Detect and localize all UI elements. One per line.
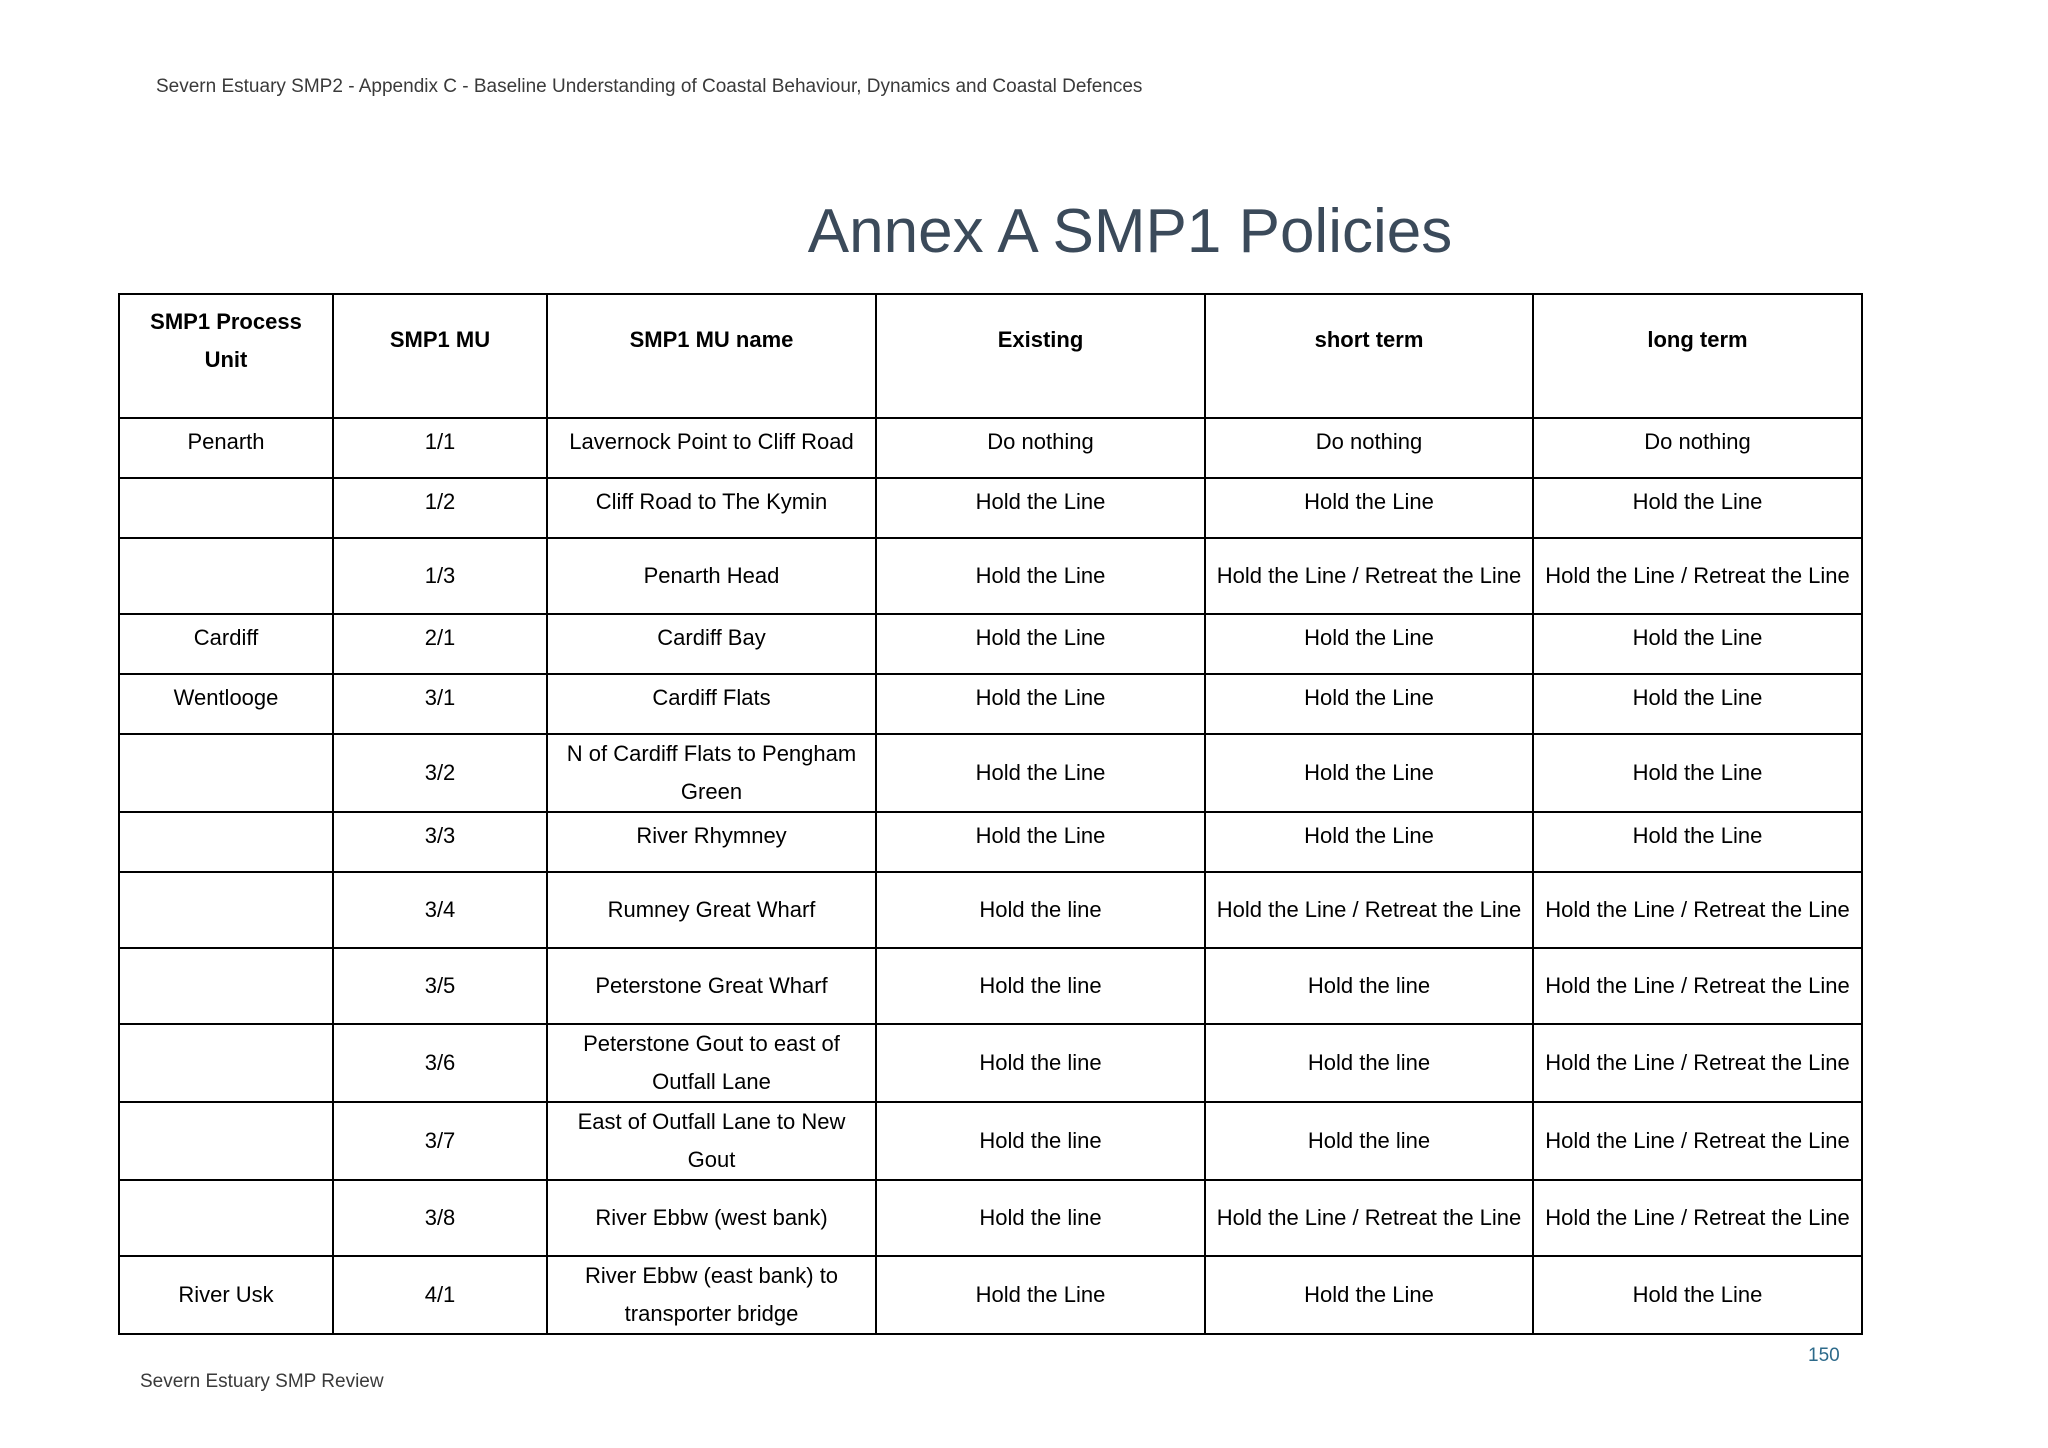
cell-existing: Hold the Line <box>876 734 1205 812</box>
cell-mu: 1/2 <box>333 478 547 538</box>
cell-mu: 3/6 <box>333 1024 547 1102</box>
cell-mu: 2/1 <box>333 614 547 674</box>
cell-long-term: Hold the Line / Retreat the Line <box>1533 1102 1862 1180</box>
cell-mu: 3/4 <box>333 872 547 948</box>
column-header-mu-name: SMP1 MU name <box>547 294 876 418</box>
cell-long-term: Hold the Line / Retreat the Line <box>1533 948 1862 1024</box>
cell-mu: 3/1 <box>333 674 547 734</box>
cell-existing: Hold the line <box>876 1024 1205 1102</box>
table-row <box>119 538 1862 614</box>
cell-process-unit: River Usk <box>119 1256 333 1334</box>
page-title: Annex A SMP1 Policies <box>807 197 1453 266</box>
table-row <box>119 674 1862 734</box>
cell-existing: Hold the Line <box>876 478 1205 538</box>
cell-existing: Hold the line <box>876 1180 1205 1256</box>
cell-long-term: Hold the Line <box>1533 1256 1862 1334</box>
cell-existing: Hold the line <box>876 1102 1205 1180</box>
cell-existing: Hold the Line <box>876 812 1205 872</box>
table-header-row <box>119 294 1862 418</box>
cell-mu: 3/8 <box>333 1180 547 1256</box>
cell-mu-name: Cliff Road to The Kymin <box>547 478 876 538</box>
column-header-long-term: long term <box>1533 294 1862 418</box>
cell-short-term: Hold the Line / Retreat the Line <box>1205 1180 1533 1256</box>
cell-existing: Do nothing <box>876 418 1205 478</box>
cell-short-term: Hold the Line <box>1205 734 1533 812</box>
cell-process-unit <box>119 538 333 614</box>
cell-existing: Hold the Line <box>876 614 1205 674</box>
cell-short-term: Hold the line <box>1205 1102 1533 1180</box>
cell-long-term: Hold the Line / Retreat the Line <box>1533 1180 1862 1256</box>
cell-short-term: Hold the Line <box>1205 614 1533 674</box>
cell-short-term: Do nothing <box>1205 418 1533 478</box>
cell-long-term: Hold the Line <box>1533 478 1862 538</box>
cell-process-unit <box>119 872 333 948</box>
cell-mu: 3/3 <box>333 812 547 872</box>
cell-existing: Hold the Line <box>876 674 1205 734</box>
cell-mu-name: Cardiff Flats <box>547 674 876 734</box>
cell-mu-name: Penarth Head <box>547 538 876 614</box>
cell-mu: 3/7 <box>333 1102 547 1180</box>
table-row <box>119 1256 1862 1334</box>
cell-process-unit <box>119 1024 333 1102</box>
table-row <box>119 478 1862 538</box>
cell-mu-name: Peterstone Great Wharf <box>547 948 876 1024</box>
cell-short-term: Hold the Line <box>1205 1256 1533 1334</box>
cell-process-unit <box>119 478 333 538</box>
table-row <box>119 872 1862 948</box>
table-row <box>119 948 1862 1024</box>
cell-long-term: Hold the Line <box>1533 812 1862 872</box>
cell-mu: 3/2 <box>333 734 547 812</box>
cell-short-term: Hold the line <box>1205 948 1533 1024</box>
cell-long-term: Hold the Line <box>1533 674 1862 734</box>
smp1-policies-table <box>118 293 1863 1335</box>
cell-mu: 1/3 <box>333 538 547 614</box>
cell-mu: 1/1 <box>333 418 547 478</box>
cell-long-term: Hold the Line <box>1533 734 1862 812</box>
cell-short-term: Hold the Line / Retreat the Line <box>1205 538 1533 614</box>
cell-long-term: Hold the Line / Retreat the Line <box>1533 1024 1862 1102</box>
cell-mu-name: Rumney Great Wharf <box>547 872 876 948</box>
table-row <box>119 734 1862 812</box>
running-footer: Severn Estuary SMP Review <box>140 1371 384 1392</box>
cell-process-unit <box>119 812 333 872</box>
column-header-mu: SMP1 MU <box>333 294 547 418</box>
cell-process-unit <box>119 734 333 812</box>
cell-existing: Hold the line <box>876 872 1205 948</box>
table-row <box>119 418 1862 478</box>
table-row <box>119 1024 1862 1102</box>
cell-long-term: Hold the Line <box>1533 614 1862 674</box>
table-row <box>119 812 1862 872</box>
column-header-short-term: short term <box>1205 294 1533 418</box>
cell-process-unit: Wentlooge <box>119 674 333 734</box>
cell-short-term: Hold the line <box>1205 1024 1533 1102</box>
cell-mu-name: N of Cardiff Flats to Pengham Green <box>547 734 876 812</box>
cell-mu-name: River Ebbw (east bank) to transporter bridge <box>547 1256 876 1334</box>
column-header-existing: Existing <box>876 294 1205 418</box>
table-row <box>119 614 1862 674</box>
cell-mu-name: Peterstone Gout to east of Outfall Lane <box>547 1024 876 1102</box>
cell-mu-name: Lavernock Point to Cliff Road <box>547 418 876 478</box>
cell-process-unit <box>119 1102 333 1180</box>
cell-existing: Hold the Line <box>876 1256 1205 1334</box>
cell-mu-name: River Rhymney <box>547 812 876 872</box>
page-number: 150 <box>1808 1345 1840 1366</box>
cell-short-term: Hold the Line <box>1205 812 1533 872</box>
cell-short-term: Hold the Line <box>1205 478 1533 538</box>
table-row <box>119 1102 1862 1180</box>
cell-long-term: Hold the Line / Retreat the Line <box>1533 872 1862 948</box>
cell-process-unit: Penarth <box>119 418 333 478</box>
cell-mu-name: River Ebbw (west bank) <box>547 1180 876 1256</box>
cell-existing: Hold the Line <box>876 538 1205 614</box>
cell-process-unit <box>119 1180 333 1256</box>
column-header-process-unit: SMP1 Process Unit <box>119 294 333 418</box>
table-row <box>119 1180 1862 1256</box>
cell-process-unit <box>119 948 333 1024</box>
cell-short-term: Hold the Line / Retreat the Line <box>1205 872 1533 948</box>
running-header: Severn Estuary SMP2 - Appendix C - Baseline Understanding of Coastal Behaviour, Dynamics and Coastal Defences <box>156 76 1143 97</box>
cell-long-term: Do nothing <box>1533 418 1862 478</box>
cell-mu-name: East of Outfall Lane to New Gout <box>547 1102 876 1180</box>
cell-short-term: Hold the Line <box>1205 674 1533 734</box>
cell-mu-name: Cardiff Bay <box>547 614 876 674</box>
cell-mu: 4/1 <box>333 1256 547 1334</box>
cell-existing: Hold the line <box>876 948 1205 1024</box>
cell-mu: 3/5 <box>333 948 547 1024</box>
cell-long-term: Hold the Line / Retreat the Line <box>1533 538 1862 614</box>
cell-process-unit: Cardiff <box>119 614 333 674</box>
